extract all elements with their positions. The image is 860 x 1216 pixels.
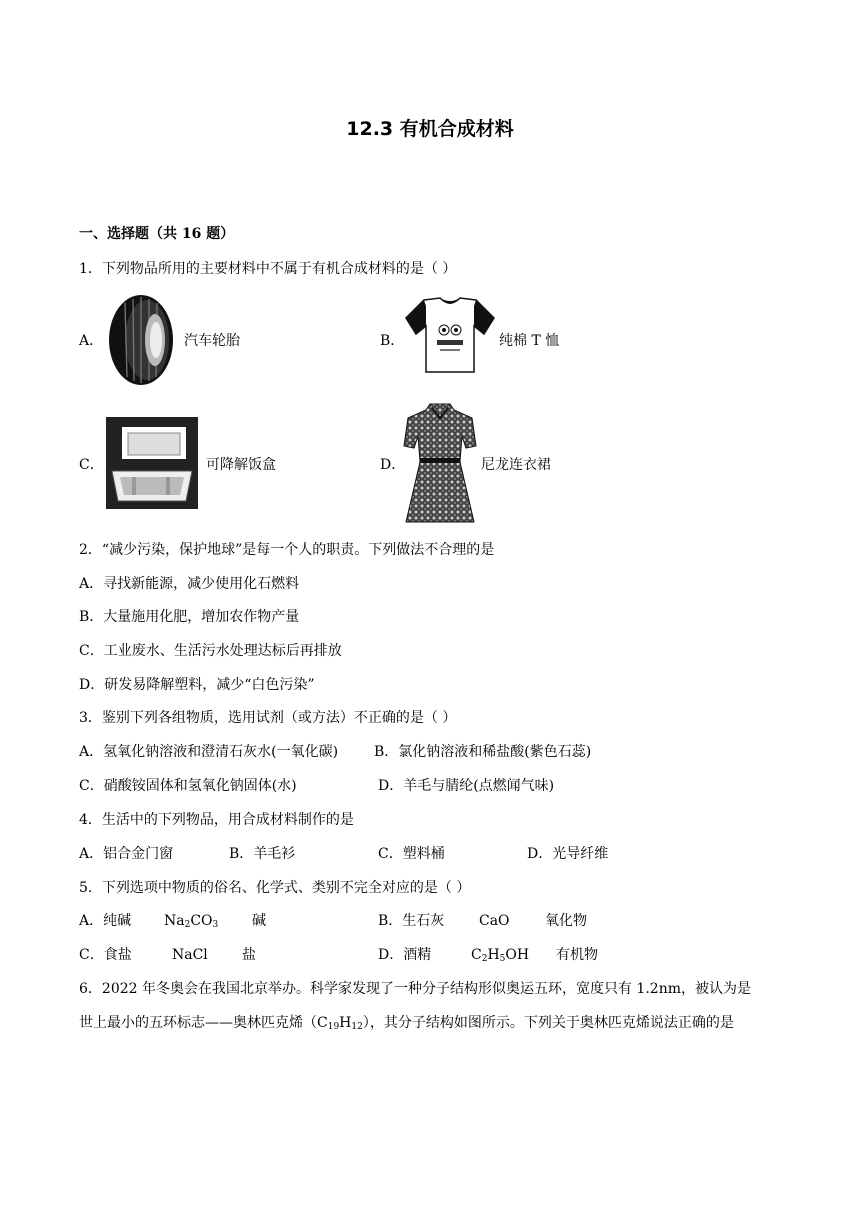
q3-option-d: D．羊毛与腈纶(点燃闻气味) xyxy=(378,778,555,794)
q5-stem: 5．下列选项中物质的俗名、化学式、类别不完全对应的是（ ） xyxy=(79,880,471,896)
q2-option-b: B．大量施用化肥，增加农作物产量 xyxy=(79,609,300,625)
tire-image xyxy=(103,293,181,387)
q5-option-b-class: 氧化物 xyxy=(545,913,587,929)
q4-option-a: A．铝合金门窗 xyxy=(79,846,174,862)
q2-stem: 2．“减少污染，保护地球”是每一个人的职责。下列做法不合理的是 xyxy=(79,542,495,558)
q5-option-c-class: 盐 xyxy=(242,947,256,963)
q4-stem: 4．生活中的下列物品，用合成材料制作的是 xyxy=(79,812,354,828)
q1-option-c-label: C． xyxy=(79,457,104,473)
page-title: 12.3 有机合成材料 xyxy=(346,118,514,140)
q3-option-c: C．硝酸铵固体和氢氧化钠固体(水) xyxy=(79,778,297,794)
q5-option-d-name: D．酒精 xyxy=(378,947,432,963)
q5-option-d-class: 有机物 xyxy=(556,947,598,963)
q2-option-c: C．工业废水、生活污水处理达标后再排放 xyxy=(79,643,342,659)
t-shirt-image xyxy=(404,296,496,376)
q5-option-b-formula: CaO xyxy=(479,913,510,929)
section-heading: 一、选择题（共 16 题） xyxy=(79,226,235,242)
q5-option-a-class: 碱 xyxy=(252,913,266,929)
q5-option-d-formula: $C_2H_5OH$ xyxy=(471,947,530,964)
q2-option-a: A．寻找新能源，减少使用化石燃料 xyxy=(79,576,300,592)
q1-option-c-text: 可降解饭盒 xyxy=(206,457,276,473)
q1-option-b-text: 纯棉 T 恤 xyxy=(499,333,560,349)
q5-option-c-name: C．食盐 xyxy=(79,947,132,963)
q6-stem-line2: 世上最小的五环标志——奥林匹克烯$(C_{19}H_{12})$，其分子结构如图所示。下列关于奥林匹克烯说法正确的是 xyxy=(79,1015,734,1032)
lunch-box-image xyxy=(106,417,198,509)
q5-option-b-name: B．生石灰 xyxy=(378,913,445,929)
q3-option-b: B．氯化钠溶液和稀盐酸(紫色石蕊) xyxy=(374,744,592,760)
q5-option-a-formula: $Na_2CO_3$ xyxy=(164,913,219,930)
q5-option-c-formula: NaCl xyxy=(172,947,208,963)
dress-image xyxy=(402,402,478,526)
q4-option-b: B．羊毛衫 xyxy=(229,846,296,862)
q3-stem: 3．鉴别下列各组物质，选用试剂（或方法）不正确的是（ ） xyxy=(79,710,457,726)
q4-option-d: D．光导纤维 xyxy=(527,846,609,862)
q4-option-c: C．塑料桶 xyxy=(378,846,445,862)
q1-option-d-text: 尼龙连衣裙 xyxy=(481,457,551,473)
q1-option-b-label: B． xyxy=(380,333,405,349)
q3-option-a: A．氢氧化钠溶液和澄清石灰水(一氧化碳) xyxy=(79,744,339,760)
q1-stem: 1．下列物品所用的主要材料中不属于有机合成材料的是（ ） xyxy=(79,261,457,277)
q6-stem-line1: 6．2022 年冬奥会在我国北京举办。科学家发现了一种分子结构形似奥运五环，宽度只有 1.2nm，被认为是 xyxy=(79,981,751,997)
q5-option-a-name: A．纯碱 xyxy=(79,913,132,929)
q1-option-d-label: D． xyxy=(380,457,406,473)
q1-option-a-text: 汽车轮胎 xyxy=(184,333,240,349)
q2-option-d: D．研发易降解塑料，减少“白色污染” xyxy=(79,677,315,693)
q1-option-a-label: A． xyxy=(79,333,104,349)
